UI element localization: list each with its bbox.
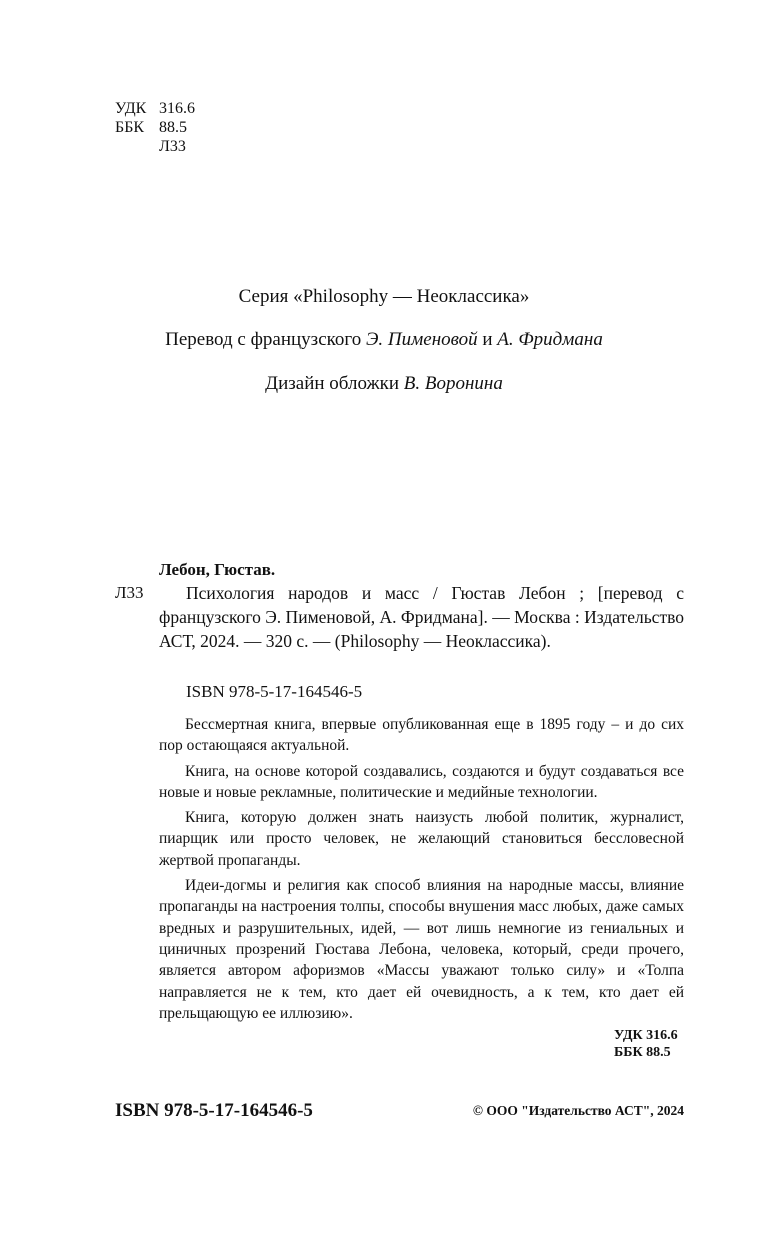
- catalog-description: Психология народов и масс / Гюстав Лебон ; [перевод с французского Э. Пименовой, А. Фридмана]. — Москва : Издательство АСТ, 2024. — 320 с. — (Philosophy — Неоклассика).: [159, 583, 684, 651]
- bbk-label: ББК: [115, 119, 145, 136]
- udk-value: 316.6: [159, 100, 195, 117]
- udk-line: [115, 99, 195, 118]
- translation-line: [0, 329, 768, 351]
- bottom-bbk: ББК 88.5: [614, 1045, 671, 1060]
- translation-prefix: Перевод с французского: [165, 329, 366, 350]
- author-mark-line: [115, 137, 195, 156]
- footer-isbn: ISBN 978-5-17-164546-5: [115, 1100, 313, 1121]
- catalog-code: Л33: [115, 583, 144, 602]
- translator-2: А. Фридмана: [497, 329, 603, 350]
- translator-1: Э. Пименовой: [365, 329, 478, 350]
- footer-copyright: © ООО "Издательство АСТ", 2024: [472, 1103, 684, 1118]
- bottom-udk: УДК 316.6: [614, 1028, 678, 1043]
- bottom-codes: [614, 1027, 678, 1061]
- catalog-author: Лебон, Гюстав.: [159, 560, 276, 579]
- annotation: [159, 714, 684, 1028]
- annotation-paragraph: Бессмертная книга, впервые опубликованная еще в 1895 году – и до сих пор остающаяся актуальной.: [159, 716, 684, 755]
- cover-prefix: Дизайн обложки: [265, 373, 404, 394]
- bbk-value: 88.5: [159, 119, 187, 136]
- annotation-paragraph: Книга, которую должен знать наизусть любой политик, журналист, пиарщик или просто человек, не желающий становиться бессловесной жертвой пропаганды.: [159, 809, 684, 869]
- cover-designer: В. Воронина: [403, 373, 503, 394]
- classification-block: [115, 99, 195, 156]
- udk-label: УДК: [115, 100, 147, 117]
- series-line: Серия «Philosophy — Неоклассика»: [238, 286, 530, 307]
- annotation-paragraph: Книга, на основе которой создавались, создаются и будут создаваться все новые и новые рекламные, политические и медийные технологии.: [159, 762, 684, 801]
- bbk-line: [115, 118, 195, 137]
- catalog-isbn: ISBN 978-5-17-164546-5: [186, 682, 363, 701]
- cover-design-line: [0, 373, 768, 395]
- annotation-paragraph: Идеи-догмы и религия как способ влияния на народные массы, влияние пропаганды на настроения толпы, способы внушения масс любых, даже самых вредных и разрушительных, идей, — вот лишь немногие из гениальных и циничных прозрений Гюстава Лебона, человека, который, среди прочего, является автором афоризмов «Массы уважают только силу» и «Толпа направляется не к тем, кто дает ей очевидность, а к тем, кто дает ей прельщающую ее иллюзию».: [159, 877, 684, 1022]
- author-mark: Л33: [159, 138, 186, 155]
- translation-and: и: [477, 329, 498, 350]
